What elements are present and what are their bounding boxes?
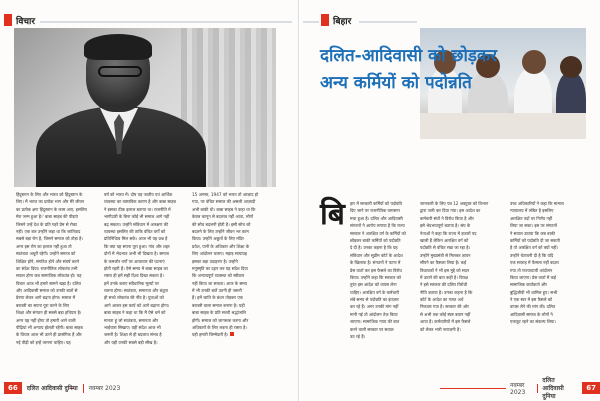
text-line: कोर्ट के आदेश का गलत अर्थ [420, 297, 464, 303]
footer-line [440, 388, 506, 389]
text-line: जाएगा। सामाजिक न्याय की बात [350, 319, 400, 325]
text-line: हैं। हमें जाति के बंधन तोड़कर एक [192, 295, 243, 301]
text-line: लिए। मैं भारत का प्रत्येक भाग और मेरे जीवन [16, 199, 85, 205]
text-line: शिक्षा और संगठन ही सबसे बड़ा हथियार है। [16, 310, 82, 316]
text-line: सौंपने का फैसला लिया है। कई [420, 260, 467, 266]
left-page [0, 0, 299, 401]
left-column-1 [16, 191, 100, 371]
text-line: है तो आरक्षित वर्ग को क्यों नहीं। [510, 245, 559, 251]
text-line: कि क्या वह सपना पूरा हुआ। गांव और शहर [104, 243, 170, 249]
text-line: बदलने के लिए उन्होंने जीवन भर काम [192, 228, 249, 234]
text-line: के कमजोर वर्गों पर अत्याचार की घटनाएं [104, 258, 165, 264]
section-tag-vichar [4, 13, 35, 27]
text-line: ने एक स्वर में इस फैसले को [510, 297, 553, 303]
text-line: रास्ता ही हमें सही दिशा दिखा सकता है। [104, 273, 164, 279]
text-line: चलना होगा। स्वतंत्रता, समानता और बंधुता [104, 288, 169, 294]
text-line: व्यवस्था का वास्तविक कारण है और बाबा साहब [104, 199, 176, 205]
text-line: यही हमारी जिम्मेदारी है। [192, 331, 278, 338]
text-line: इसका बड़ा उदाहरण है। उन्होंने [192, 258, 238, 264]
text-line: खाली हैं लेकिन आरक्षित वर्ग को [420, 237, 469, 243]
text-line: प्रेरणा लेकर आगे बढ़ना होगा। समाज में [16, 295, 76, 301]
text-line: शिक्षित होने, संगठित होने और संघर्ष करने [16, 258, 80, 264]
text-line: वापस लेने की मांग की। दलित [510, 304, 556, 310]
text-line: नेताओं ने कहा कि राज्य में हजारों पद [420, 230, 477, 236]
left-column-3 [192, 191, 278, 371]
text-line: और यही उनकी सबसे बड़ी सीख है। [104, 339, 158, 345]
conference-table [420, 113, 586, 139]
issue-date: नवम्बर 2023 [88, 385, 121, 392]
text-line: आया है। कर्मचारियों में इस फैसले [420, 319, 471, 325]
header-rule-right [359, 21, 417, 23]
text-line: उन्होंने चेतावनी दी है कि यदि [510, 252, 554, 258]
text-line: की सोच बदलनी होती है। इसी सोच को [192, 221, 251, 227]
text-line: हिंदुस्तान के लिए और भारत को हिंदुस्तान के [16, 192, 83, 197]
text-line: दे दी है। उनका कहना है कि यह [350, 245, 398, 251]
text-line: ने इसका ठीक इलाज बताया था। राजनीति में [104, 206, 171, 212]
text-line: प्रेस वार्ता कर इस फैसले का विरोध [350, 267, 402, 273]
text-line: जरूरी है। शिक्षा से ही बदलाव संभव है [104, 332, 162, 338]
text-line: आदिवासी समाज के लोगों ने [510, 311, 553, 317]
text-line: मानता हूं जो स्वतंत्रता, समानता और [104, 317, 159, 323]
text-line: ही सच्चे लोकतंत्र की नींव है। युवाओं को [104, 295, 164, 301]
text-line: दिए जाने पर राजनीतिक घमासान [350, 208, 400, 214]
text-line: द्वारा जारी कर दिया गया। इस आदेश का [420, 208, 481, 214]
drop-cap: बि [320, 197, 345, 232]
text-line: वर्ष को भारत में। दोष यह जातीय एवं आर्थिक [104, 192, 173, 197]
text-line: 15 अगस्त, 1947 को भारत तो आज़ाद हो [192, 192, 259, 197]
text-line: सरकार ने आरक्षित वर्ग के कर्मियों को [350, 230, 406, 236]
section-tag-bihar [321, 13, 351, 27]
text-line: का प्रत्येक क्षण हिंदुस्तान के काम आए, इसलिए [16, 206, 87, 212]
footer-separator [537, 384, 538, 393]
text-line: सफल होगा जब सामाजिक लोकतंत्र हो। यह [16, 273, 82, 279]
section-label: विचार [16, 16, 36, 27]
text-line: व्यवस्था इसलिए की ताकि वंचित वर्गों को [104, 228, 166, 234]
text-line: हमें उनके बताए संवैधानिक मूल्यों पर [104, 280, 159, 286]
text-line: संगठनों ने आरोप लगाया है कि राज्य [350, 223, 405, 229]
text-line: किया। उन्होंने अछूतों के लिए मंदिर [192, 236, 244, 242]
text-line: उठ रहे हैं। [350, 334, 366, 340]
text-line: उन्होंने मुख्यमंत्री से मिलकर ज्ञापन [420, 252, 471, 258]
headline-line-2: अन्य कर्मियों को पदोन्नति [320, 73, 472, 93]
text-line: न्यायालय में लंबित है इसलिए [510, 208, 554, 214]
text-line: का संदेश दिया। राजनीतिक लोकतंत्र तभी [16, 265, 78, 271]
right-column-3 [510, 200, 590, 372]
right-column-2 [420, 200, 506, 372]
text-line: पदोन्नति से वंचित रखा जा रहा है। [420, 245, 471, 251]
text-line: इसे भेदभावपूर्ण बताया है। संघ के [420, 223, 471, 229]
text-line: कि अन्यायपूर्ण व्यवस्था को स्वीकार [192, 273, 245, 279]
text-line: छोड़कर बाकी कर्मियों को पदोन्नति [350, 237, 401, 243]
section-bar-icon [321, 14, 329, 26]
header-rule [40, 21, 292, 23]
text-line: बाबा साहब ने कहा था कि मैं ऐसे धर्म को [104, 310, 166, 316]
text-line: गया, पर वंचित समाज की असली आज़ादी [192, 199, 256, 205]
section-bar-icon [4, 14, 12, 26]
text-line: कर्मियों को पदोन्नति दी जा सकती [510, 237, 560, 243]
issue-date: नवम्बर 2023 [510, 381, 526, 396]
header-rule-left [303, 21, 319, 23]
text-line: मचा हुआ है। दलित और आदिवासी [350, 215, 403, 221]
text-line: उच्च अधिकारियों ने कहा कि मामला [510, 201, 564, 206]
right-column-1 [350, 200, 416, 372]
text-line: लिए आंदोलन चलाए। महाड़ सत्याग्रह [192, 251, 247, 257]
text-line: केवल कानून से बदलाव नहीं आता, लोगों [192, 214, 254, 220]
footer-separator [83, 384, 84, 393]
text-line: और आदिवासी समाज को उनकी बातों से [16, 288, 78, 294]
text-line: करने वाली सरकार पर सवाल [350, 326, 394, 332]
text-line: बुद्धिजीवी भी शामिल हुए। सभी [510, 289, 558, 295]
text-line: बराबरी का सपना पूरा करने के लिए [16, 302, 70, 308]
headline-line-1: दलित-आदिवासी को छोड़कर [320, 46, 497, 66]
text-line: के खिलाफ है। संगठनों ने पटना में [350, 260, 401, 266]
section-label: बिहार [333, 16, 352, 27]
text-line: प्रवेश, पानी के अधिकार और शिक्षा के [192, 243, 250, 249]
text-line: विधायकों ने भी इस मुद्दे को सदन [420, 267, 470, 273]
text-line: के विचार आज भी उतने ही प्रासंगिक हैं और [16, 332, 82, 338]
end-mark-icon [230, 332, 234, 336]
text-line: में भी उनकी बातें उतनी ही जरूरी [192, 288, 242, 294]
text-line: नीति बताया है। उनका कहना है कि [420, 289, 473, 295]
text-line: एकजुट रहने का संकल्प लिया। [510, 319, 556, 325]
text-line: मेरा जन्म हुआ है।' बाबा साहब की पीड़ाएं [16, 214, 78, 220]
text-line: सामाजिक कार्यकर्ता और [510, 282, 547, 288]
text-line: चाहिए। आरक्षित वर्ग के कर्मचारी [350, 289, 399, 295]
text-line: होती रहती हैं। ऐसे समय में बाबा साहब का [104, 265, 168, 271]
text-line: अधिकारों के लिए लड़ना ही रास्ता है। [192, 325, 247, 331]
text-line: एक सप्ताह में फैसला नहीं बदला [510, 260, 559, 266]
text-line: नहीं किया जा सकता। आज के समय [192, 280, 248, 286]
text-line: विचार आज भी हमारे सामने खड़ा है। दलित [16, 280, 81, 286]
portrait-glasses-icon [98, 66, 142, 77]
text-line: मानी गई तो आंदोलन तेज़ किया [350, 311, 398, 317]
text-line: संविधान और सुप्रीम कोर्ट के आदेश [350, 252, 403, 258]
text-line: कर्मचारी संघों ने विरोध किया है और [420, 215, 474, 221]
text-line: तुरंत इस आदेश को वापस लेना [350, 282, 397, 288]
text-line: निकाला गया है। सरकार की ओर [420, 304, 469, 310]
text-line: गया तो राज्यव्यापी आंदोलन [510, 267, 553, 273]
text-line: अभी बाकी थी। बाबा साहब ने कहा था कि [192, 206, 256, 212]
text-line: आगे आकर इस कार्य को आगे बढ़ाना होगा। [104, 302, 170, 308]
text-line: प्रतिनिधित्व मिल सके। आज भी यह प्रश्न है [104, 236, 168, 242]
text-line: को लेकर भारी नाराज़गी है। [420, 326, 461, 332]
text-line: बराबरी वाला समाज बनाना है। यही [192, 302, 245, 308]
text-line: भागीदारी के बिना कोई भी समाज आगे नहीं [104, 214, 170, 220]
right-footer [510, 377, 600, 400]
text-line: जिसने उन्हें देश के प्रति गहरे प्रेम से रोका [16, 221, 78, 227]
text-line: से अभी तक कोई स्पष्ट बयान नहीं [420, 311, 471, 317]
text-line: सबसे बड़ा रोग है, जिसने समाज को तोड़ा है। [16, 236, 83, 242]
text-line: ने इसे सरकार की दलित विरोधी [420, 282, 468, 288]
text-line: स्वतंत्रता अधूरी रहेगी। उन्होंने समाज को [16, 251, 76, 257]
magazine-name: दलित आदिवासी दुनिया [542, 377, 564, 400]
portrait-hair [84, 34, 152, 60]
text-line: लिया जा सका। इस पर संगठनों [510, 223, 558, 229]
left-footer [4, 381, 120, 395]
text-line: भाईचारा सिखाए। यही संदेश आज भी [104, 325, 161, 331]
text-line: किया। उन्होंने कहा कि सरकार को [350, 274, 401, 280]
text-line: हार में सरकारी कर्मियों को पदोन्नति [350, 201, 402, 206]
text-line: बाबा साहब के प्रति सच्ची श्रद्धांजलि [192, 310, 246, 316]
left-column-2 [104, 191, 188, 371]
text-line: मनुस्मृति का दहन कर यह संदेश दिया [192, 265, 248, 271]
text-line: ने सवाल उठाया कि जब बाकी [510, 230, 555, 236]
text-line: आरक्षित पदों पर निर्णय नहीं [510, 215, 553, 221]
text-line: नई पीढ़ी को इन्हें जानना चाहिए। यह [16, 339, 71, 345]
text-line: में उठाने की बात कही है। विपक्ष [420, 274, 468, 280]
page-number: 67 [582, 382, 600, 394]
text-line: किया जाएगा। प्रेस वार्ता में कई [510, 274, 556, 280]
text-line: बढ़ सकता। उन्होंने संविधान में आरक्षण की [104, 221, 169, 227]
page-number: 66 [4, 382, 22, 394]
text-line: दोनों में भेदभाव अभी भी दिखता है। समाज [104, 251, 169, 257]
text-line: नहीं। एक बार उन्होंने कहा था कि जातिवाद [16, 228, 81, 234]
text-line: पीढ़ियां भी अन्याय झेलती रहेंगी। बाबा साहब [16, 325, 83, 331]
text-line: अगर यह नहीं होगा तो हमारी आने वाली [16, 317, 76, 323]
text-line: जानकारी के लिए पत्र 12 अक्टूबर को विभाग [420, 201, 489, 206]
text-line: होगी। समाज को जागरूक करना और [192, 317, 249, 323]
text-line: कर रहे हैं। अगर उनकी मांग नहीं [350, 304, 399, 310]
text-line: लंबे समय से पदोन्नति का इंतज़ार [350, 297, 399, 303]
portrait-photo [14, 28, 276, 187]
text-line: अगर इस रोग का इलाज नहीं हुआ तो [16, 243, 72, 249]
person-4-head [560, 56, 582, 78]
person-3-head [522, 50, 546, 74]
magazine-name: दलित आदिवासी दुनिया [26, 385, 78, 392]
